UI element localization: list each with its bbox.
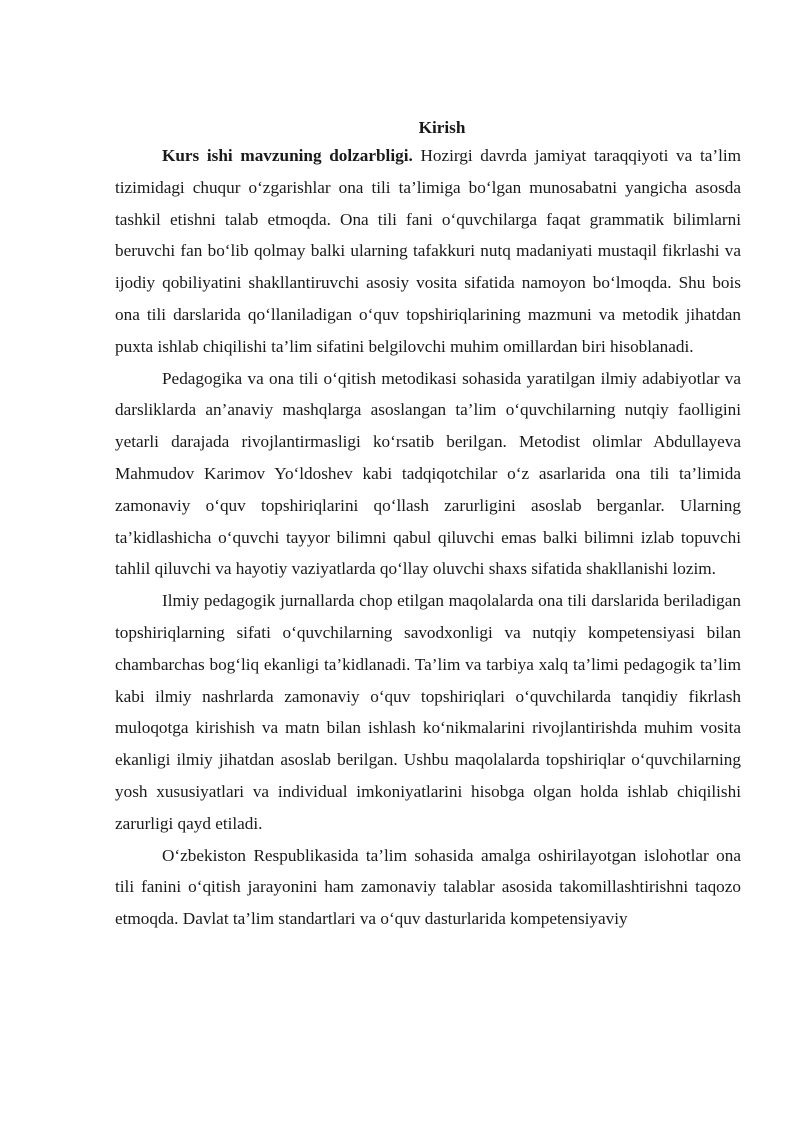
section-title: Kirish: [418, 118, 466, 137]
paragraph-lead-heading: Kurs ishi mavzuning dolzarbligi.: [162, 146, 413, 165]
paragraph-reforms: O‘zbekiston Respublikasida ta’lim sohasida amalga oshirilayotgan islohotlar ona tili fanini o‘qitish jarayonini ham zamonaviy talablar asosida takomillashtirishni taqozo etmoqda. Davlat ta’lim standartlari va o‘quv dasturlarida kompetensiyaviy: [115, 845, 741, 929]
paragraph-journals: Ilmiy pedagogik jurnallarda chop etilgan maqolalarda ona tili darslarida beriladigan topshiriqlarning sifati o‘quvchilarning savodxonligi va nutqiy kompetensiyasi bilan chambarchas bog‘liq ekanligi ta’kidlanadi. Ta’lim va tarbiya xalq ta’limi pedagogik ta’lim kabi ilmiy nashrlarda zamonaviy o‘quv topshiriqlari o‘quvchilarda tanqidiy fikrlash muloqotga kirishish va matn bilan ishlash ko‘nikmalarini rivojlantirishda muhim vosita ekanligi ilmiy jihatdan asoslab berilgan. Ushbu maqolalarda topshiriqlar o‘quvchilarning yosh xususiyatlari va individual imkoniyatlarini hisobga olgan holda ishlab chiqilishi zarurligi qayd etiladi.: [115, 591, 741, 833]
paragraph-literature: Pedagogika va ona tili o‘qitish metodikasi sohasida yaratilgan ilmiy adabiyotlar va darsliklarda an’anaviy mashqlarga asoslangan ta’lim o‘quvchilarning nutqiy faolligini yetarli darajada rivojlantirmasligi ko‘rsatib berilgan. Metodist olimlar Abdullayeva Mahmudov Karimov Yo‘ldoshev kabi tadqiqotchilar o‘z asarlarida ona tili ta’limida zamonaviy o‘quv topshiriqlarini qo‘llash zarurligini asoslab berganlar. Ularning ta’kidlashicha o‘quvchi tayyor bilimni qabul qiluvchi emas balki bilimni izlab topuvchi tahlil qiluvchi va hayotiy vaziyatlarda qo‘llay oluvchi shaxs sifatida shakllanishi lozim.: [115, 368, 741, 579]
paragraph-text: Hozirgi davrda jamiyat taraqqiyoti va ta’lim tizimidagi chuqur o‘zgarishlar ona tili ta’limiga bo‘lgan munosabatni yangicha asosda tashkil etishni talab etmoqda. Ona tili fani o‘quvchilarga faqat grammatik bilimlarni beruvchi fan bo‘lib qolmay balki ularning tafakkuri nutq madaniyati mustaqil fikrlashi va ijodiy qobiliyatini shakllantiruvchi asosiy vosita sifatida namoyon bo‘lmoqda. Shu bois ona tili darslarida qo‘llaniladigan o‘quv topshiriqlarining mazmuni va metodik jihatdan puxta ishlab chiqilishi ta’lim sifatini belgilovchi muhim omillardan biri hisoblanadi.: [115, 146, 741, 356]
paragraph-relevance: [115, 140, 741, 363]
document-body: [115, 115, 741, 935]
